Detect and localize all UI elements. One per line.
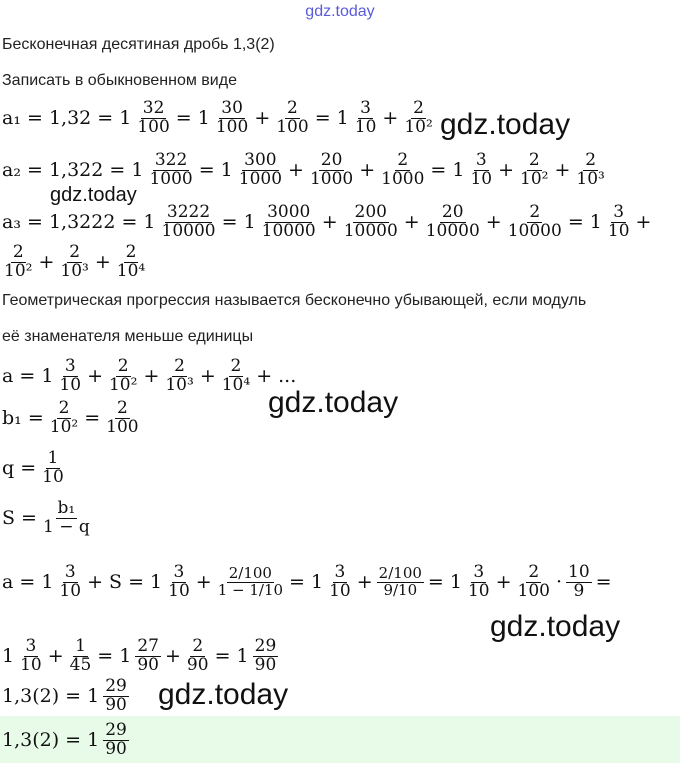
- math-text: +: [288, 159, 304, 181]
- fraction-numerator: 322: [154, 149, 188, 170]
- fraction: [103, 719, 129, 759]
- fraction-denominator: 10: [607, 220, 630, 241]
- fraction-denominator: 10²: [108, 374, 138, 395]
- fraction: [104, 397, 140, 437]
- math-text: +: [321, 211, 338, 233]
- math-text: q =: [2, 457, 37, 479]
- math-text: +: [143, 365, 160, 387]
- fraction: [606, 201, 632, 241]
- fraction-denominator: 10²: [404, 116, 433, 137]
- fraction: [377, 563, 424, 599]
- fraction-denominator: 10: [20, 654, 42, 675]
- fraction: [160, 201, 218, 241]
- math-text: a₁ = 1,32 = 1: [2, 107, 132, 129]
- fraction-numerator: 20: [320, 149, 343, 170]
- fraction-numerator: 2: [116, 397, 128, 418]
- math-text: a₃ = 1,3222 = 1: [2, 211, 156, 233]
- fraction: [342, 201, 400, 241]
- math-text: +: [199, 365, 216, 387]
- fraction-denominator: 10³: [165, 374, 194, 395]
- math-text: = 1: [198, 159, 233, 181]
- fraction-denominator: 90: [137, 654, 159, 675]
- math-text: + S = 1: [87, 571, 163, 593]
- fraction-denominator: 10000: [425, 220, 480, 241]
- fraction-denominator: 10: [467, 580, 490, 601]
- math-text: +: [359, 159, 376, 181]
- math-text: +: [94, 251, 111, 273]
- geometric-definition-line1: Геометрическая прогрессия называется бесконечно убывающей, если модуль: [2, 292, 587, 309]
- math-text: =: [84, 407, 101, 429]
- math-text: +: [38, 251, 55, 273]
- fraction-denominator: 1 − q: [42, 516, 90, 537]
- fraction: [516, 561, 552, 601]
- fraction-denominator: 10: [59, 374, 82, 395]
- math-text: = 1: [430, 159, 465, 181]
- math-text: +: [195, 571, 212, 593]
- fraction-numerator: 3: [613, 201, 625, 222]
- fraction: [402, 97, 434, 137]
- math-text: +: [356, 571, 373, 593]
- fraction: [466, 561, 492, 601]
- fraction: [260, 201, 318, 241]
- fraction-numerator: 2: [174, 355, 185, 376]
- fraction-denominator: 90: [254, 654, 277, 675]
- fraction: [2, 241, 34, 281]
- fraction: [506, 201, 564, 241]
- fraction-numerator: 200: [354, 201, 387, 222]
- fraction-numerator: 29: [105, 675, 127, 696]
- fraction: [185, 635, 211, 675]
- fraction-denominator: 100: [137, 116, 170, 137]
- fraction-numerator: 2: [230, 355, 242, 376]
- fraction-denominator: 10000: [161, 220, 216, 241]
- fraction-denominator: 45: [69, 654, 92, 675]
- math-text: 1: [2, 645, 15, 667]
- fraction-numerator: 3: [360, 97, 371, 118]
- fraction-denominator: 10²: [520, 168, 549, 189]
- fraction-numerator: 1: [75, 635, 86, 656]
- geometric-definition-line2: её знаменателя меньше единицы: [2, 328, 254, 345]
- fraction-denominator: 10: [354, 116, 377, 137]
- math-text: +: [165, 645, 181, 667]
- fraction-denominator: 10: [329, 580, 351, 601]
- fraction: [48, 397, 80, 437]
- fraction-numerator: 30: [221, 97, 243, 118]
- fraction-numerator: 2: [528, 149, 540, 170]
- math-text: S =: [2, 507, 37, 529]
- fraction-denominator: 90: [186, 654, 209, 675]
- fraction-denominator: 10⁴: [221, 374, 251, 395]
- fraction-denominator: 90: [105, 694, 127, 715]
- math-text: +: [635, 211, 652, 233]
- math-text: b₁ =: [2, 407, 44, 429]
- watermark: gdz.today: [490, 610, 621, 643]
- fraction-denominator: 10²: [4, 260, 33, 281]
- fraction-numerator: 2/100: [378, 563, 422, 582]
- fraction: [163, 355, 195, 395]
- equation-a1: [0, 88, 437, 148]
- fraction: [274, 97, 310, 137]
- fraction-numerator: 2: [117, 355, 129, 376]
- math-text: +: [87, 365, 103, 387]
- fraction: [253, 635, 279, 675]
- math-text: +: [254, 107, 271, 129]
- fraction: [41, 497, 92, 537]
- fraction-denominator: 1 − 1/10: [217, 580, 284, 599]
- fraction: [220, 355, 252, 395]
- fraction: [518, 149, 550, 189]
- fraction-denominator: 90: [105, 738, 127, 759]
- math-text: +: [47, 645, 64, 667]
- math-text: = 1: [314, 107, 349, 129]
- math-text: + ...: [256, 365, 297, 387]
- watermark: gdz.today: [268, 386, 399, 419]
- fraction-numerator: 3: [25, 635, 37, 656]
- fraction-numerator: 2: [69, 241, 81, 262]
- math-text: 1,3(2) = 1: [2, 729, 100, 751]
- fraction: [327, 561, 353, 601]
- math-text: +: [382, 107, 399, 129]
- fraction-numerator: 3: [64, 355, 76, 376]
- fraction: [566, 561, 592, 601]
- fraction-numerator: 29: [254, 635, 277, 656]
- fraction: [166, 561, 192, 601]
- fraction-denominator: 10: [168, 580, 190, 601]
- fraction-numerator: 3: [173, 561, 185, 582]
- fraction-numerator: 3: [475, 149, 487, 170]
- fraction: [468, 149, 494, 189]
- fraction-denominator: 10000: [343, 220, 398, 241]
- equation-answer: [0, 710, 131, 770]
- math-text: = 1: [97, 645, 132, 667]
- fraction-denominator: 100: [106, 416, 139, 437]
- fraction: [147, 149, 194, 189]
- fraction-denominator: 100: [517, 580, 550, 601]
- fraction: [115, 241, 147, 281]
- math-text: = 1: [427, 571, 462, 593]
- fraction-numerator: b₁: [57, 497, 76, 518]
- fraction-numerator: 2: [12, 241, 24, 262]
- fraction-numerator: 2: [529, 201, 541, 222]
- fraction-numerator: 3: [64, 561, 76, 582]
- fraction-denominator: 9: [573, 580, 585, 601]
- fraction-denominator: 9/10: [383, 580, 418, 599]
- fraction-denominator: 1000: [381, 168, 425, 189]
- math-text: 1,3(2) = 1: [2, 685, 100, 707]
- math-text: = 1: [214, 645, 249, 667]
- watermark: gdz.today: [50, 184, 137, 206]
- fraction: [237, 149, 284, 189]
- fraction-numerator: 2: [397, 149, 409, 170]
- fraction-numerator: 3222: [166, 201, 211, 222]
- fraction-denominator: 100: [276, 116, 309, 137]
- fraction-denominator: 10²: [49, 416, 79, 437]
- fraction-numerator: 2: [413, 97, 424, 118]
- math-text: a = 1: [2, 571, 54, 593]
- equation-a3-continued: [0, 232, 149, 292]
- fraction: [308, 149, 355, 189]
- fraction-numerator: 2: [58, 397, 70, 418]
- fraction-numerator: 1: [47, 447, 59, 468]
- math-text: = 1: [567, 211, 602, 233]
- fraction-denominator: 10: [470, 168, 493, 189]
- fraction-denominator: 10000: [261, 220, 316, 241]
- site-header[interactable]: gdz.today: [305, 3, 375, 20]
- fraction-numerator: 3: [473, 561, 485, 582]
- fraction: [379, 149, 426, 189]
- fraction: [135, 635, 161, 675]
- fraction-denominator: 10: [59, 580, 82, 601]
- task-text: Записать в обыкновенном виде: [2, 72, 237, 89]
- math-text: = 1: [221, 211, 256, 233]
- fraction-denominator: 10⁴: [116, 260, 146, 281]
- fraction-denominator: 10000: [507, 220, 562, 241]
- watermark: gdz.today: [158, 678, 289, 711]
- fraction-numerator: 10: [568, 561, 590, 582]
- fraction-denominator: 1000: [309, 168, 354, 189]
- fraction-numerator: 2: [287, 97, 298, 118]
- math-text: =: [595, 571, 612, 593]
- math-text: +: [498, 159, 515, 181]
- fraction: [214, 97, 250, 137]
- fraction-numerator: 2/100: [228, 563, 272, 582]
- fraction-numerator: 3: [334, 561, 346, 582]
- math-text: = 1: [289, 571, 324, 593]
- fraction-numerator: 27: [137, 635, 159, 656]
- math-text: +: [485, 211, 502, 233]
- fraction-numerator: 2: [528, 561, 540, 582]
- watermark: gdz.today: [440, 108, 571, 141]
- fraction-numerator: 3000: [267, 201, 311, 222]
- fraction: [216, 563, 285, 599]
- fraction: [57, 561, 83, 601]
- intro-text: Бесконечная десятиная дробь 1,3(2): [2, 36, 275, 53]
- math-text: a₂ = 1,322 = 1: [2, 159, 144, 181]
- fraction: [103, 675, 129, 715]
- fraction-denominator: 100: [215, 116, 249, 137]
- fraction-denominator: 1000: [149, 168, 193, 189]
- fraction-numerator: 32: [142, 97, 165, 118]
- fraction-denominator: 1000: [238, 168, 283, 189]
- fraction-denominator: 10: [42, 466, 64, 487]
- fraction-numerator: 2: [585, 149, 597, 170]
- math-text: a = 1: [2, 365, 54, 387]
- fraction-numerator: 300: [244, 149, 277, 170]
- fraction-numerator: 2: [192, 635, 204, 656]
- fraction: [135, 97, 171, 137]
- math-text: +: [554, 159, 571, 181]
- fraction: [424, 201, 482, 241]
- equation-a-plus-s: [0, 552, 614, 612]
- fraction-denominator: 10³: [60, 260, 89, 281]
- fraction-denominator: 10³: [576, 168, 605, 189]
- fraction: [353, 97, 379, 137]
- fraction-numerator: 29: [105, 719, 127, 740]
- fraction-numerator: 2: [125, 241, 137, 262]
- equation-sum-formula: [0, 488, 94, 548]
- math-text: +: [403, 211, 420, 233]
- fraction: [574, 149, 606, 189]
- fraction: [58, 241, 90, 281]
- fraction: [40, 447, 66, 487]
- fraction-numerator: 20: [441, 201, 464, 222]
- math-text: = 1: [175, 107, 210, 129]
- math-text: ·: [555, 571, 563, 593]
- math-text: +: [495, 571, 512, 593]
